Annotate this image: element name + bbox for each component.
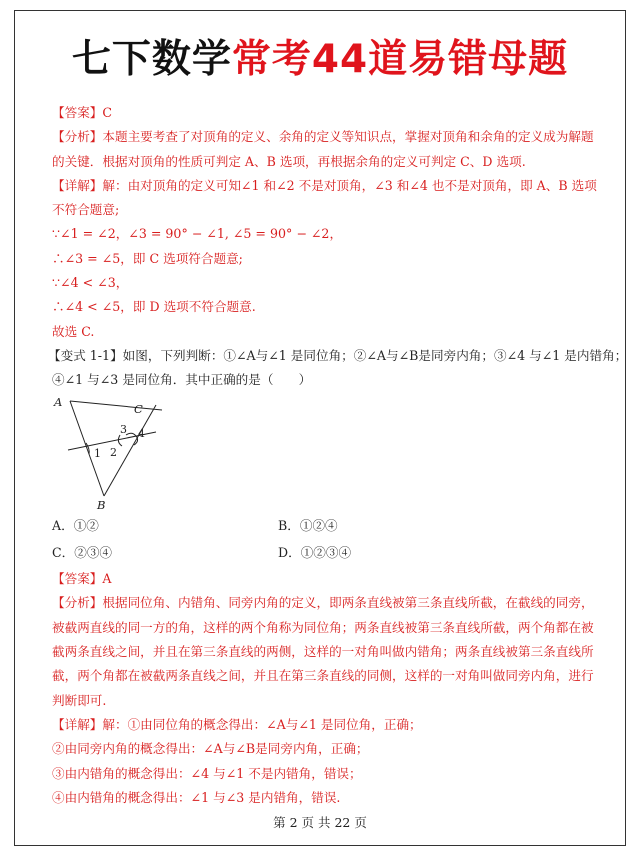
label-angle-4: 4 (138, 426, 145, 440)
analysis-2-line: 截两条直线之间，并且在第三条直线的两侧，这样的一对角叫做内错角；两条直线被第三条直线所 (52, 644, 594, 660)
detail-1-line: ∵∠1 = ∠2，∠3 = 90° − ∠1, ∠5 = 90° − ∠2， (52, 226, 343, 242)
page-title (0, 36, 640, 84)
label-a: A (54, 395, 63, 409)
answer-2: 【答案】A (52, 571, 112, 587)
label-c: C (134, 401, 143, 416)
problem-line: ④∠1 与∠3 是同位角．其中正确的是（ ） (52, 372, 312, 388)
detail-2-line: ④由内错角的概念得出：∠1 与∠3 是内错角，错误. (52, 789, 341, 805)
detail-1-line: 不符合题意; (52, 202, 120, 218)
option-c: C．②③④ (52, 544, 113, 560)
angle-arc-3 (126, 433, 136, 436)
content (48, 101, 628, 810)
page-footer: 第 2 页 共 22 页 (273, 815, 367, 830)
detail-1-line: 【详解】解：由对顶角的定义可知∠1 和∠2 不是对顶角，∠3 和∠4 也不是对顶角，即 A、B 选项 (52, 177, 597, 193)
analysis-2-line: 被截两直线的同一方的角，这样的两个角称为同位角；两条直线被第三条直线所截，两个角都在被 (52, 619, 594, 635)
angle-arc-2 (118, 435, 122, 446)
detail-1-line: ∵∠4 < ∠3， (52, 275, 129, 291)
title-red: 常考44道易错母题 (231, 37, 569, 82)
problem-line: 【变式 1-1】如图，下列判断：①∠A与∠1 是同位角；②∠A与∠B是同旁内角；③∠4 与∠1 是内错角； (48, 347, 628, 363)
detail-2-line: ③由内错角的概念得出：∠4 与∠1 不是内错角，错误； (52, 765, 362, 781)
triangle-diagram (52, 396, 172, 514)
options-row (52, 514, 612, 538)
conclusion-1: 故选 C. (52, 323, 95, 339)
detail-1-line: ∴∠4 < ∠5，即 D 选项不符合题意. (52, 299, 256, 315)
label-angle-3: 3 (120, 422, 127, 436)
option-d: D．①②③④ (278, 544, 352, 560)
option-b: B．①②④ (278, 517, 338, 533)
label-b: B (97, 497, 106, 512)
detail-1-line: ∴∠3 = ∠5，即 C 选项符合题意; (52, 250, 243, 266)
options-row (52, 541, 612, 565)
detail-2-line: 【详解】解：①由同位角的概念得出：∠A与∠1 是同位角，正确； (52, 716, 422, 732)
label-angle-2: 2 (110, 445, 117, 459)
analysis-1-line: 的关键．根据对顶角的性质可判定 A、B 选项，再根据余角的定义可判定 C、D 选项. (52, 153, 526, 169)
analysis-2-line: 判断即可. (52, 692, 107, 708)
answer-1: 【答案】C (52, 105, 113, 120)
analysis-2-line: 截，两个角都在被截两条直线之间，并且在第三条直线的同侧，这样的一对角叫做同旁内角，进行 (52, 668, 594, 684)
analysis-1-line: 【分析】本题主要考查了对顶角的定义、余角的定义等知识点，掌握对顶角和余角的定义成为解题 (52, 129, 594, 145)
geometry-figure (52, 396, 612, 514)
option-a: A．①② (52, 517, 99, 533)
line-ac (70, 401, 162, 410)
analysis-2-line: 【分析】根据同位角、内错角、同旁内角的定义，即两条直线被第三条直线所截，在截线的同旁， (52, 595, 594, 611)
title-black: 七下数学 (71, 37, 232, 82)
detail-2-line: ②由同旁内角的概念得出：∠A与∠B是同旁内角，正确； (52, 741, 369, 757)
label-angle-1: 1 (94, 446, 101, 460)
